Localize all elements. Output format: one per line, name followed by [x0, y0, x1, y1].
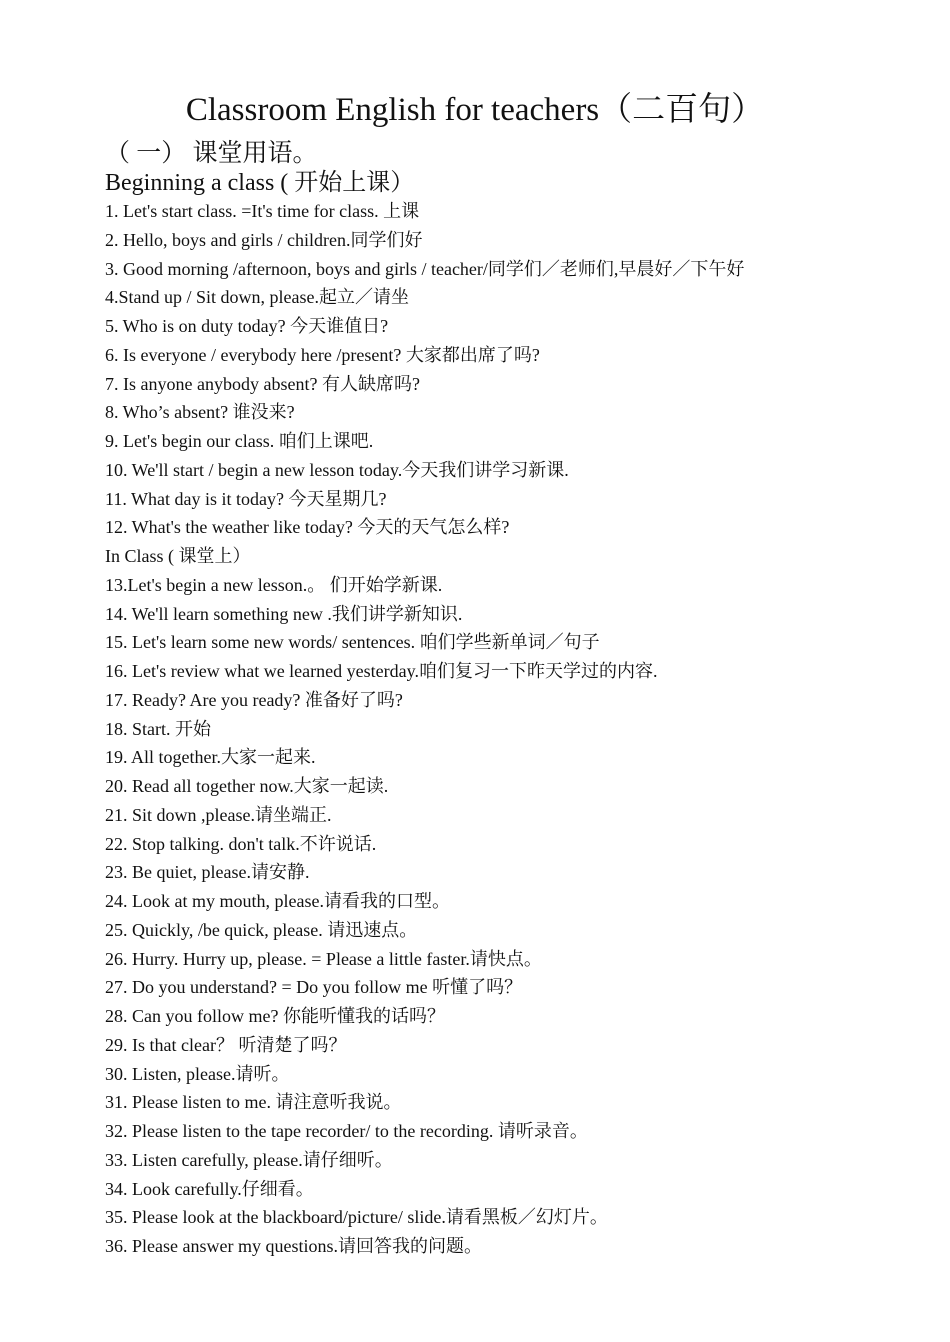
phrase-line: 25. Quickly, /be quick, please. 请迅速点。 [105, 919, 418, 940]
phrase-line: 32. Please listen to the tape recorder/ to the recording. 请听录音。 [105, 1121, 588, 1141]
document-title: Classroom English for teachers（二百句） [185, 92, 765, 128]
phrase-line: 7. Is anyone anybody absent? 有人缺席吗? [105, 373, 420, 394]
phrase-line: 34. Look carefully.仔细看。 [105, 1178, 314, 1199]
phrase-line: 27. Do you understand? = Do you follow me 听懂了吗？ [105, 977, 523, 998]
phrase-line: 19. All together.大家一起来. [105, 747, 316, 768]
phrase-line: 6. Is everyone / everybody here /present? 大家都出席了吗? [105, 344, 540, 365]
phrase-line: 20. Read all together now.大家一起读. [105, 776, 389, 796]
phrase-line: 3. Good morning /afternoon, boys and girls / teacher/同学们／老师们,早晨好／下午好 [105, 258, 745, 279]
phrase-line: 31. Please listen to me. 请注意听我说。 [105, 1092, 402, 1113]
phrase-line: 24. Look at my mouth, please.请看我的口型。 [105, 891, 450, 911]
phrase-line: 23. Be quiet, please.请安静. [105, 862, 310, 883]
phrase-line: 28. Can you follow me? 你能听懂我的话吗？ [105, 1006, 445, 1026]
phrase-line: 11. What day is it today? 今天星期几? [105, 488, 387, 509]
phrase-line: 35. Please look at the blackboard/picture/ slide.请看黑板／幻灯片。 [105, 1207, 608, 1228]
phrase-line: 17. Ready? Are you ready? 准备好了吗? [105, 689, 403, 710]
phrase-line: 33. Listen carefully, please.请仔细听。 [105, 1149, 393, 1170]
phrase-line: 29. Is that clear？ 听清楚了吗？ [105, 1034, 347, 1055]
phrase-line: 15. Let's learn some new words/ sentences. 咱们学些新单词／句子 [105, 632, 600, 653]
phrase-line: 9. Let's begin our class. 咱们上课吧. [105, 431, 374, 451]
phrase-line: 18. Start. 开始 [105, 718, 211, 739]
phrase-line: 1. Let's start class. =It's time for class. 上课 [105, 201, 420, 221]
phrase-line: 30. Listen, please.请听。 [105, 1063, 290, 1084]
section-label-in-class: In Class ( 课堂上） [105, 546, 251, 566]
phrase-line: 12. What's the weather like today? 今天的天气怎么样? [105, 517, 510, 538]
phrase-line: 2. Hello, boys and girls / children.同学们好 [105, 229, 423, 250]
phrase-line: 22. Stop talking. don't talk.不许说话. [105, 833, 377, 854]
phrase-line: 10. We'll start / begin a new lesson today.今天我们讲学习新课. [105, 459, 569, 480]
phrase-list [105, 197, 905, 1261]
phrase-line: 4.Stand up / Sit down, please.起立／请坐 [105, 287, 409, 308]
phrase-line: 16. Let's review what we learned yesterday.咱们复习一下昨天学过的内容. [105, 661, 658, 681]
phrase-line: 8. Who’s absent? 谁没来? [105, 402, 295, 423]
subheading-beginning-class: Beginning a class ( 开始上课） [105, 170, 415, 196]
section-heading: （ 一） 课堂用语。 [105, 140, 318, 167]
phrase-line: 36. Please answer my questions.请回答我的问题。 [105, 1236, 482, 1256]
phrase-line: 5. Who is on duty today? 今天谁值日? [105, 316, 389, 336]
phrase-line: 26. Hurry. Hurry up, please. = Please a little faster.请快点。 [105, 948, 542, 969]
phrase-line: 21. Sit down ,please.请坐端正. [105, 804, 332, 825]
phrase-line: 14. We'll learn something new .我们讲学新知识. [105, 603, 463, 624]
phrase-line: 13.Let's begin a new lesson.。 们开始学新课. [105, 574, 443, 595]
